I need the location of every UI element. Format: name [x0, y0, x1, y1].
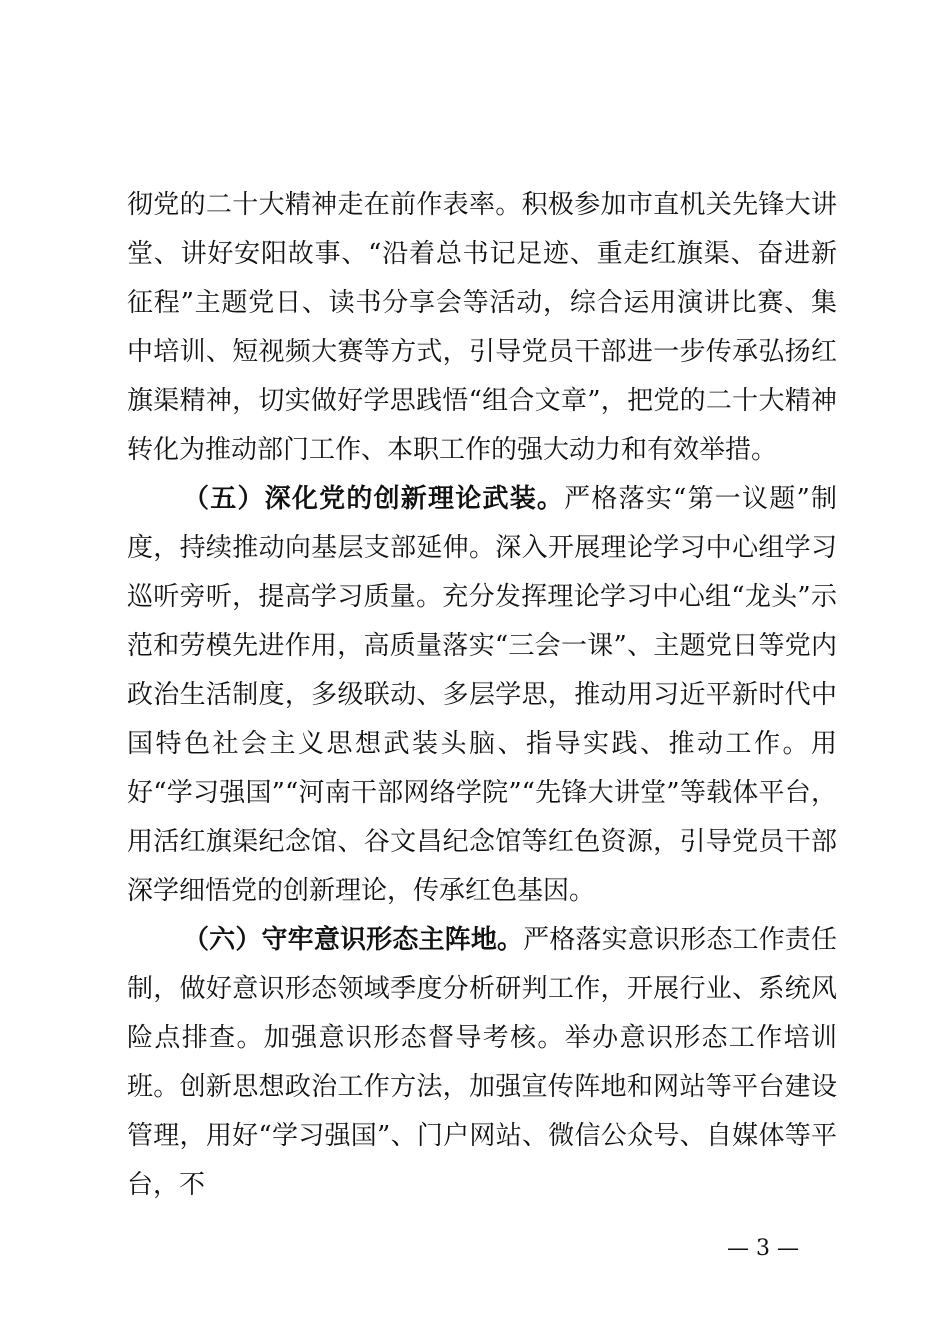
paragraph-text: 彻党的二十大精神走在前作表率。积极参加市直机关先锋大讲堂、讲好安阳故事、“沿着总书记足迹、重走红旗渠、奋进新征程”主题党日、读书分享会等活动，综合运用演讲比赛、集中培训、短视频大赛等方式，引导党员干部进一步传承弘扬红旗渠精神，切实做好学思践悟“组合文章”，把党的二十大精神转化为推动部门工作、本职工作的强大动力和有效举措。	[127, 190, 837, 465]
paragraph-section-five	[127, 475, 837, 916]
paragraph-continuation	[127, 181, 837, 475]
section-heading-six: （六）守牢意识形态主阵地。	[183, 925, 524, 955]
paragraph-section-six	[127, 916, 837, 1210]
page-number: — 3 —	[727, 1236, 799, 1261]
section-heading-five: （五）深化党的创新理论武装。	[183, 484, 565, 514]
paragraph-text: 严格落实意识形态工作责任制，做好意识形态领域季度分析研判工作，开展行业、系统风险点排查。加强意识形态督导考核。举办意识形态工作培训班。创新思想政治工作方法，加强宣传阵地和网站等平台建设管理，用好“学习强国”、门户网站、微信公众号、自媒体等平台，不	[127, 925, 837, 1200]
paragraph-text: 严格落实“第一议题”制度，持续推动向基层支部延伸。深入开展理论学习中心组学习巡听旁听，提高学习质量。充分发挥理论学习中心组“龙头”示范和劳模先进作用，高质量落实“三会一课”、主题党日等党内政治生活制度，多级联动、多层学思，推动用习近平新时代中国特色社会主义思想武装头脑、指导实践、推动工作。用好“学习强国”“河南干部网络学院”“先锋大讲堂”等载体平台，用活红旗渠纪念馆、谷文昌纪念馆等红色资源，引导党员干部深学细悟党的创新理论，传承红色基因。	[127, 484, 837, 906]
document-body	[127, 181, 837, 1210]
